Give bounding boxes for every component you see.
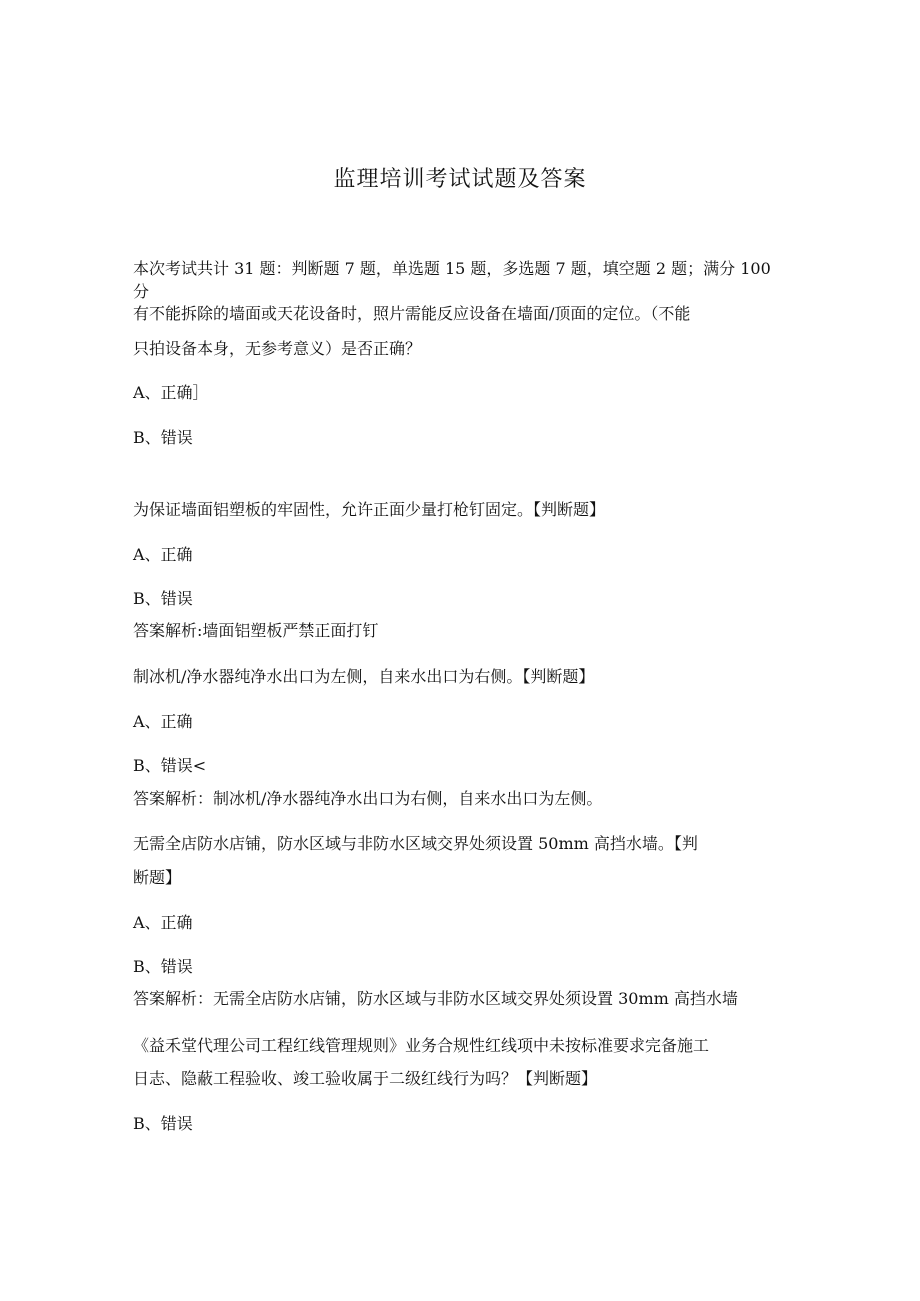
exam-summary-line-1: 本次考试共计 31 题：判断题 7 题，单选题 15 题，多选题 7 题，填空题 2 题；满分 100 — [133, 259, 771, 278]
question-1-option-b: B、错误 — [133, 428, 193, 447]
question-3-option-b: B、错误< — [133, 756, 207, 775]
question-4-stem-line-1: 无需全店防水店铺，防水区域与非防水区域交界处须设置 50mm 高挡水墙。【判 — [133, 834, 698, 853]
question-5-stem-line-1: 《益禾堂代理公司工程红线管理规则》业务合规性红线项中未按标准要求完备施工 — [133, 1036, 710, 1055]
question-3-option-a: A、正确 — [133, 712, 193, 731]
question-4-option-a: A、正确 — [133, 913, 193, 932]
question-5-stem-line-2: 日志、隐蔽工程验收、竣工验收属于二级红线行为吗？【判断题】 — [133, 1069, 598, 1088]
document-title: 监理培训考试试题及答案 — [333, 167, 587, 192]
question-3-analysis: 答案解析：制冰机/净水器纯净水出口为右侧，自来水出口为左侧。 — [133, 789, 603, 808]
question-1-stem-line-2: 只拍设备本身，无参考意义）是否正确？ — [133, 339, 422, 358]
question-1-option-a: A、正确］ — [133, 383, 209, 402]
question-3-stem-line-1: 制冰机/净水器纯净水出口为左侧，自来水出口为右侧。【判断题】 — [133, 667, 595, 686]
question-5-option-b: B、错误 — [133, 1114, 193, 1133]
question-2-option-b: B、错误 — [133, 589, 193, 608]
question-4-analysis: 答案解析：无需全店防水店铺，防水区域与非防水区域交界处须设置 30mm 高挡水墙 — [133, 989, 738, 1008]
exam-summary-line-2: 分 — [133, 282, 150, 301]
question-2-analysis: 答案解析:墙面铝塑板严禁正面打钉 — [133, 621, 379, 640]
question-2-stem-line-1: 为保证墙面铝塑板的牢固性，允许正面少量打枪钉固定。【判断题】 — [133, 500, 606, 519]
question-2-option-a: A、正确 — [133, 545, 193, 564]
question-4-option-b: B、错误 — [133, 957, 193, 976]
question-4-stem-line-2: 断题】 — [133, 868, 182, 887]
question-1-stem-line-1: 有不能拆除的墙面或天花设备时，照片需能反应设备在墙面/顶面的定位。（不能 — [133, 304, 691, 323]
